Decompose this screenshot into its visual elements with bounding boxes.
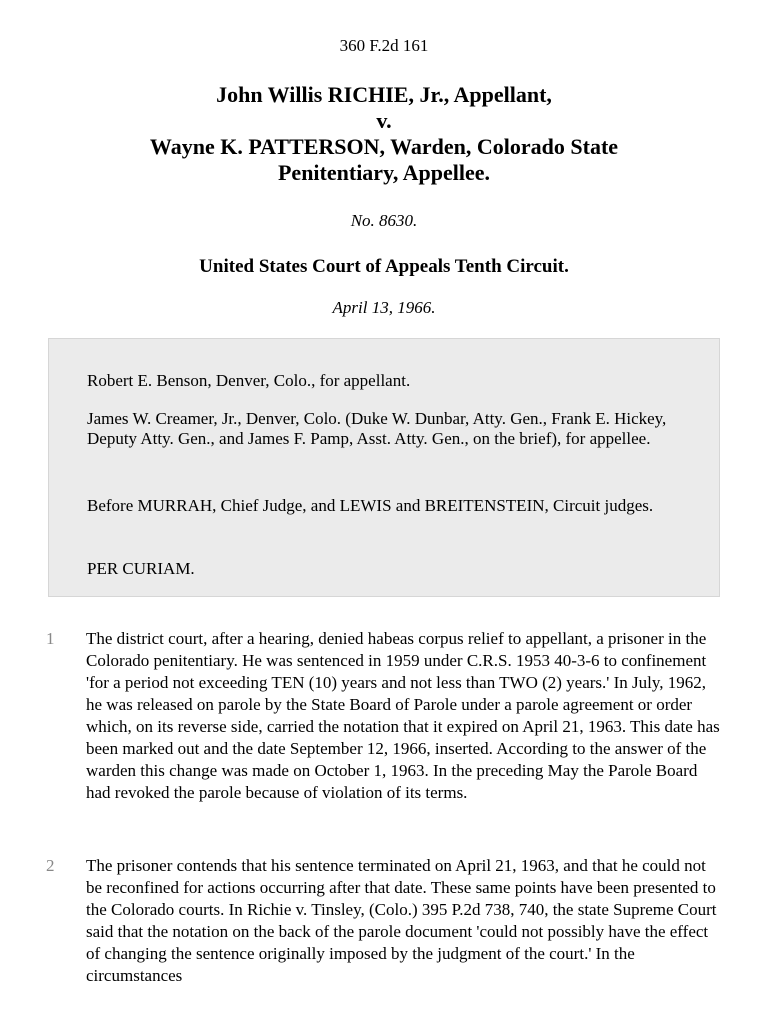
per-curiam: PER CURIAM. [87, 559, 195, 578]
counsel-appellee: James W. Creamer, Jr., Denver, Colo. (Duke W. Dunbar, Atty. Gen., Frank E. Hickey, Deputy Atty. Gen., and James F. Pamp, Asst. Atty. Gen., on the brief), for appellee. [87, 409, 667, 448]
paragraph-text: The district court, after a hearing, denied habeas corpus relief to appellant, a prisoner in the Colorado penitentiary. He was sentenced in 1959 under C.R.S. 1953 40-3-6 to confinement 'for a period not exceeding TEN (10) years and not less than TWO (2) years.' In July, 1962, he was released on parole by the State Board of Parole under a parole agreement or order which, on its reverse side, carried the notation that it expired on April 21, 1963. This date has been marked out and the date September 12, 1966, inserted. According to the answer of the warden this change was made on October 1, 1963. In the preceding May the Parole Board had revoked the parole because of violation of its terms. [86, 629, 720, 802]
caption-appellant: John Willis RICHIE, Jr., Appellant, [216, 82, 552, 107]
docket-number: No. 8630. [350, 211, 418, 230]
counsel-box [48, 338, 720, 597]
caption-appellee-line-1: Wayne K. PATTERSON, Warden, Colorado State [149, 134, 619, 159]
caption-appellee-line-2: Penitentiary, Appellee. [277, 160, 491, 185]
decision-date: April 13, 1966. [332, 298, 436, 317]
bench-judges: Before MURRAH, Chief Judge, and LEWIS and BREITENSTEIN, Circuit judges. [87, 496, 654, 515]
case-caption [60, 82, 708, 186]
citation: 360 F.2d 161 [339, 36, 429, 55]
counsel-appellant: Robert E. Benson, Denver, Colo., for appellant. [87, 371, 411, 390]
paragraph-number: 2 [46, 856, 55, 875]
caption-versus: v. [376, 108, 392, 133]
court-name: United States Court of Appeals Tenth Circuit. [199, 256, 569, 277]
paragraph-number: 1 [46, 629, 55, 648]
paragraph-text: The prisoner contends that his sentence terminated on April 21, 1963, and that he could not be reconfined for actions occurring after that date. These same points have been presented to the Colorado courts. In Richie v. Tinsley, (Colo.) 395 P.2d 738, 740, the state Supreme Court said that the notation on the back of the parole document 'could not possibly have the effect of changing the sentence originally imposed by the judgment of the court.' In the circumstances [86, 856, 717, 985]
